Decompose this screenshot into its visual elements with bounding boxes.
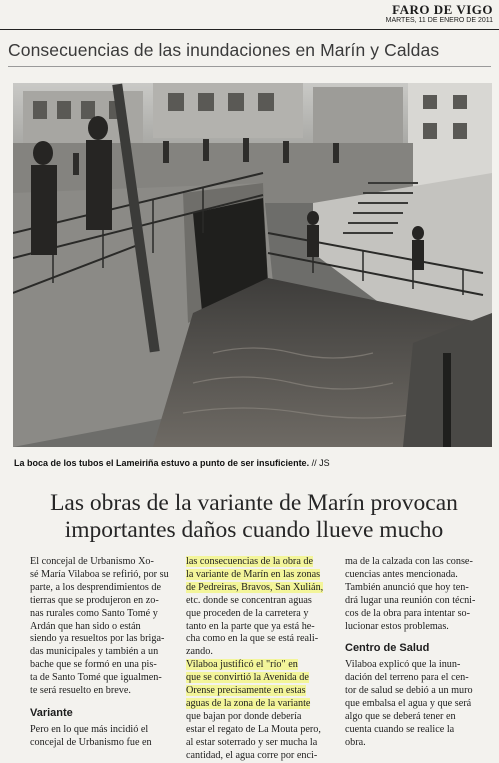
text-line: dación del terreno para el cen- [345,672,469,684]
text-line: tor de salud se debió a un muro [345,685,473,697]
masthead [0,0,499,30]
section-rule [8,66,491,67]
photo-illustration [13,83,492,447]
caption-text: La boca de los tubos el Lameiriña estuvo a punto de ser insuficiente. [14,458,310,468]
subhead-variante: Variante [30,706,73,719]
text-line: que embalsa el agua y que será [345,698,472,710]
text-line: estar el regato de La Mouta pero, [186,723,321,735]
text-line: obra. [345,736,366,748]
newspaper-name: FARO DE VIGO [392,2,493,17]
text-line: Pero en lo que más incidió el [30,723,149,735]
text-line: ta de Santo Tomé que igualmen- [30,672,162,684]
highlighted-text: que se convirtió la Avenida de [186,672,309,684]
photo-credit: // JS [311,458,330,468]
text-line: sé María Vilaboa se refirió, por su [30,568,169,580]
article-headline [34,490,474,544]
highlighted-text: Orense precisamente en estas [186,685,306,697]
text-line: siendo ya resueltos por las briga- [30,633,165,645]
text-line: te será resuelto en breve. [30,685,131,697]
text-line: nas rurales como Santo Tomé y [30,607,158,619]
text-line: cuencias antes mencionada. [345,568,458,580]
text-line: algo que se deberá tener en [345,711,456,723]
subhead-centro-de-salud: Centro de Salud [345,642,430,655]
text-line: que proceden de la carretera y [186,607,309,619]
headline-line-1: Las obras de la variante de Marín provocan [50,490,458,516]
text-line: También anunció que hoy ten- [345,581,469,593]
highlighted-text: Vilaboa justificó el "río" en [186,659,298,671]
highlighted-text: las consecuencias de la obra de [186,556,314,567]
section-title: Consecuencias de las inundaciones en Marín y Caldas [8,40,440,60]
text-line: parte, a los desprendimientos de [30,581,161,593]
text-line: etc. donde se concentran aguas [186,594,312,606]
text-line: cos de la obra para intentar so- [345,607,471,619]
flood-photo [13,83,492,447]
highlighted-text: la variante de Marín en las zonas [186,568,321,580]
issue-date: MARTES, 11 DE ENERO DE 2011 [385,17,493,24]
text-line: El concejal de Urbanismo Xo- [30,556,154,567]
text-line: cha como en la que se está reali- [186,633,319,645]
text-line: cantidad, el agua corre por enci- [186,749,318,761]
article-column-2 [186,556,338,763]
text-line: bache que se formó en una pis- [30,659,157,671]
text-line: tanto en la parte que ya está he- [186,620,315,632]
text-line: drá lugar una reunión con técni- [345,594,476,606]
text-line: cuenta cuando se realice la [345,723,455,735]
article-column-1 [30,556,180,750]
text-line: al estar soterrado y ser mucha la [186,736,318,748]
text-line: Ardán que han sido o están [30,620,141,632]
text-line: que bajan por donde debería [186,710,302,722]
masthead-rule [0,29,499,30]
text-line: concejal de Urbanismo fue en [30,736,152,748]
text-line: lucionar estos problemas. [345,620,449,632]
text-line: tierras que se produjeron en zo- [30,594,159,606]
text-line: zando. [186,646,213,658]
text-line: das municipales y también a un [30,646,159,658]
highlighted-text: aguas de la zona de la variante [186,697,311,709]
highlighted-text: de Pedreiras, Bravos, San Xulián, [186,581,324,593]
text-line: Vilaboa explicó que la inun- [345,659,461,671]
headline-line-2: importantes daños cuando llueve mucho [64,517,444,543]
photo-caption [14,458,484,468]
text-line: ma de la calzada con las conse- [345,556,473,567]
article-column-3 [345,556,495,750]
